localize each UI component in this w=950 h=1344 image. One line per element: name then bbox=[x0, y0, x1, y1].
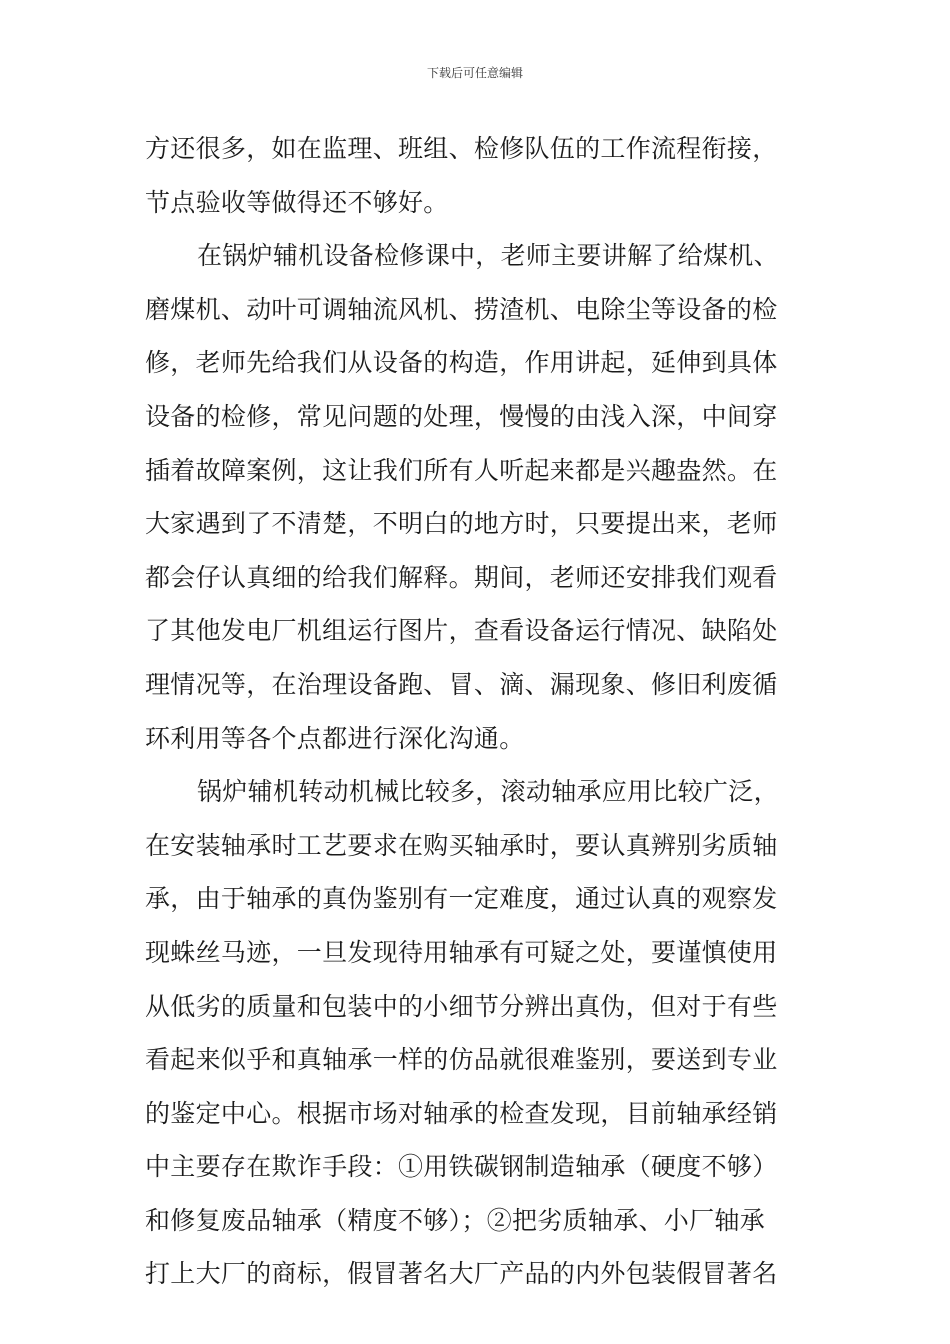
text-line: 理情况等，在治理设备跑、冒、滴、漏现象、修旧利废循 bbox=[145, 669, 778, 699]
text-line: 磨煤机、动叶可调轴流风机、捞渣机、电除尘等设备的检 bbox=[145, 294, 778, 324]
document-body bbox=[145, 122, 809, 1301]
text-line: 现蛛丝马迹，一旦发现待用轴承有可疑之处，要谨慎使用 bbox=[145, 937, 778, 967]
text-line: 方还很多，如在监理、班组、检修队伍的工作流程衔接， bbox=[145, 134, 778, 163]
text-line: 都会仔认真细的给我们解释。期间，老师还安排我们观看 bbox=[145, 562, 778, 592]
paragraph-start-line: 锅炉辅机转动机械比较多，滚动轴承应用比较广泛， bbox=[197, 777, 779, 807]
text-line: 从低劣的质量和包装中的小细节分辨出真伪，但对于有些 bbox=[145, 991, 778, 1021]
text-line: 环利用等各个点都进行深化沟通。 bbox=[145, 723, 525, 753]
text-line: 了其他发电厂机组运行图片，查看设备运行情况、缺陷处 bbox=[145, 616, 778, 646]
text-line: 大家遇到了不清楚，不明白的地方时，只要提出来，老师 bbox=[145, 509, 778, 539]
text-line: 节点验收等做得还不够好。 bbox=[145, 187, 449, 217]
text-line: 中主要存在欺诈手段：①用铁碳钢制造轴承（硬度不够） bbox=[145, 1152, 778, 1182]
text-line: 修，老师先给我们从设备的构造，作用讲起，延伸到具体 bbox=[145, 348, 778, 378]
text-line: 设备的检修，常见问题的处理，慢慢的由浅入深，中间穿 bbox=[145, 401, 778, 431]
paragraph-start-line: 在锅炉辅机设备检修课中，老师主要讲解了给煤机、 bbox=[197, 241, 779, 271]
text-line: 看起来似乎和真轴承一样的仿品就很难鉴别，要送到专业 bbox=[145, 1045, 778, 1075]
page-header: 下载后可任意编辑 bbox=[426, 66, 523, 80]
text-line: 插着故障案例，这让我们所有人听起来都是兴趣盎然。在 bbox=[145, 455, 778, 485]
text-line: 和修复废品轴承（精度不够）；②把劣质轴承、小厂轴承 bbox=[145, 1205, 766, 1235]
text-line: 的鉴定中心。根据市场对轴承的检查发现，目前轴承经销 bbox=[145, 1098, 778, 1128]
text-line: 承，由于轴承的真伪鉴别有一定难度，通过认真的观察发 bbox=[145, 884, 778, 914]
text-line: 打上大厂的商标，假冒著名大厂产品的内外包装假冒著名 bbox=[145, 1259, 778, 1289]
text-line: 在安装轴承时工艺要求在购买轴承时，要认真辨别劣质轴 bbox=[145, 830, 778, 860]
